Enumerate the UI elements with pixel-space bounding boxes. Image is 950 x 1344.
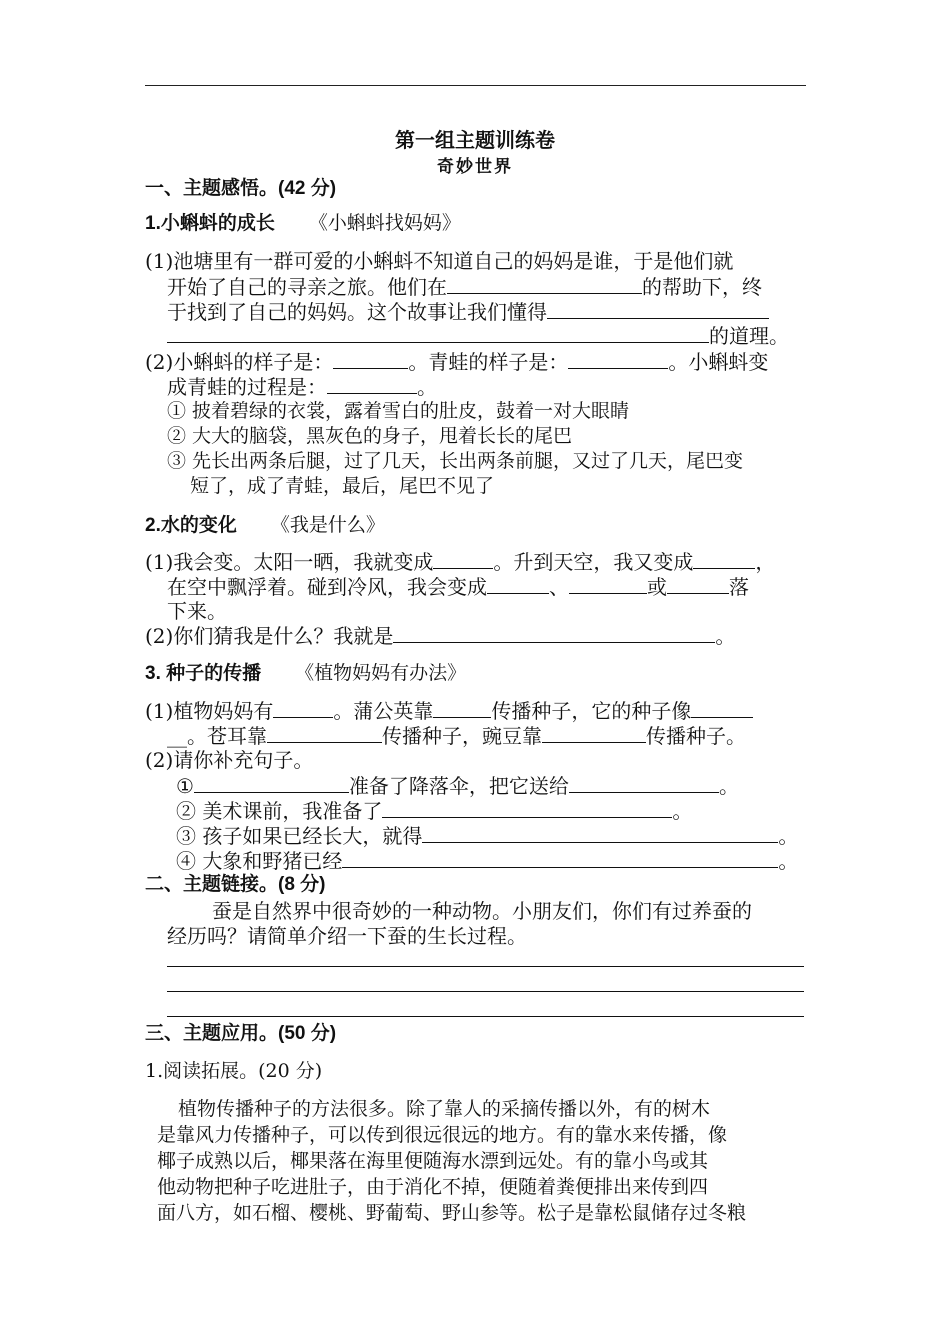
q3-text-e: 传播种子，豌豆靠: [382, 724, 542, 748]
q3-s3-end: 。: [778, 824, 799, 848]
answer-line[interactable]: [167, 1016, 804, 1017]
answer-blank[interactable]: [569, 573, 647, 594]
page-title: 第一组主题训练卷: [395, 128, 555, 152]
q2-text-e: 、: [549, 575, 569, 599]
q3-title: [145, 660, 466, 687]
passage-line: 他动物把种子吃进肚子，由于消化不掉，便随着粪便排出来传到四: [157, 1176, 709, 1198]
q1-p1-line3: [167, 298, 769, 325]
passage-line: 椰子成熟以后，椰果落在海里便随海水漂到远处。有的靠小鸟或其: [157, 1150, 709, 1172]
q2-p2: [145, 622, 735, 649]
answer-blank[interactable]: [167, 322, 709, 343]
passage-line: 是靠风力传播种子，可以传到很远很远的地方。有的靠水来传播，像: [157, 1124, 728, 1146]
answer-line[interactable]: [167, 991, 804, 992]
q3-s1-num: ①: [176, 774, 194, 798]
q1-p2-text-d: 成青蛙的过程是：: [167, 375, 327, 399]
q1-p2-text-e: 。: [417, 375, 437, 399]
answer-blank[interactable]: [194, 772, 349, 793]
q2-p2-text-b: 。: [715, 624, 736, 648]
answer-blank[interactable]: [422, 822, 778, 843]
q3-s4-text: ④ 大象和野猪已经: [176, 849, 343, 873]
q3-label: 3. 种子的传播: [145, 663, 262, 684]
q3-text-f: 传播种子。: [646, 724, 746, 748]
section2-heading: 二、主题链接。(8 分): [145, 874, 326, 895]
q2-text-f: 或: [647, 575, 667, 599]
answer-blank[interactable]: [433, 548, 493, 569]
answer-blank[interactable]: [273, 697, 333, 718]
q3-text-c: 传播种子，它的种子像: [491, 699, 692, 723]
answer-blank[interactable]: [267, 722, 382, 743]
q3-source: 《植物妈妈有办法》: [295, 662, 467, 684]
answer-blank[interactable]: [487, 573, 549, 594]
section3-heading: 三、主题应用。(50 分): [145, 1023, 337, 1044]
q1-p2-text-c: 。小蝌蚪变: [668, 350, 769, 374]
q1-p2-text-a: (2)小蝌蚪的样子是：: [145, 350, 334, 374]
section3-q1-label: 1.阅读拓展。(20 分): [145, 1060, 323, 1082]
q3-sentence-4: [176, 847, 798, 874]
q3-sentence-1: [176, 772, 739, 799]
q1-p1-text-a: 开始了自己的寻亲之旅。他们在: [167, 275, 447, 299]
answer-blank[interactable]: [691, 697, 753, 718]
page-subtitle: 奇妙世界: [437, 157, 513, 177]
option-1: ① 披着碧绿的衣裳，露着雪白的肚皮，鼓着一对大眼睛: [167, 400, 630, 422]
q2-p1-line3: 下来。: [167, 599, 227, 623]
answer-blank[interactable]: [333, 348, 408, 369]
q1-p1-text-d: 的道理。: [709, 324, 789, 348]
q1-p2-line1: [145, 348, 768, 375]
answer-blank[interactable]: [568, 348, 668, 369]
q3-p2: (2)请你补充句子。: [145, 748, 314, 772]
answer-blank[interactable]: [447, 273, 642, 294]
q2-text-b: 。升到天空，我又变成: [493, 550, 694, 574]
header-rule: [145, 85, 806, 86]
answer-blank[interactable]: [667, 573, 729, 594]
q2-title: [145, 512, 385, 539]
q2-text-g: 落: [729, 575, 749, 599]
q1-p2-text-b: 。青蛙的样子是：: [408, 350, 569, 374]
q3-sentence-3: [176, 822, 798, 849]
q3-s2-end: 。: [672, 799, 693, 823]
answer-blank[interactable]: [569, 772, 719, 793]
q2-text-d: 在空中飘浮着。碰到冷风，我会变成: [167, 575, 487, 599]
q1-p1-line1: (1)池塘里有一群可爱的小蝌蚪不知道自己的妈妈是谁，于是他们就: [145, 249, 734, 273]
q3-s3-text: ③ 孩子如果已经长大，就得: [176, 824, 423, 848]
passage-line: 植物传播种子的方法很多。除了靠人的采摘传播以外，有的树木: [178, 1098, 711, 1120]
q2-p1-line1: [145, 548, 775, 575]
q1-p2-line2: [167, 373, 437, 400]
answer-blank[interactable]: [433, 697, 491, 718]
q3-s4-end: 。: [778, 849, 799, 873]
q1-label: 1.小蝌蚪的成长: [145, 213, 275, 234]
answer-blank[interactable]: [393, 622, 715, 643]
answer-blank[interactable]: [327, 373, 417, 394]
answer-blank[interactable]: [693, 548, 755, 569]
q3-text-a: (1)植物妈妈有: [145, 699, 274, 723]
answer-blank[interactable]: [382, 797, 672, 818]
q3-p1-line1: [145, 697, 753, 724]
q3-s2-text: ② 美术课前，我准备了: [176, 799, 383, 823]
option-3-line1: ③ 先长出两条后腿，过了几天，长出两条前腿，又过了几天，尾巴变: [167, 450, 744, 472]
q3-p1-line2: [167, 722, 746, 749]
option-2: ② 大大的脑袋，黑灰色的身子，甩着长长的尾巴: [167, 425, 573, 447]
q2-p2-text-a: (2)你们猜我是什么？我就是: [145, 624, 394, 648]
q2-label: 2.水的变化: [145, 515, 237, 536]
q2-text-a: (1)我会变。太阳一晒，我就变成: [145, 550, 434, 574]
section2-line1: 蚕是自然界中很奇妙的一种动物。小朋友们，你们有过养蚕的: [212, 899, 752, 923]
q1-title: [145, 210, 461, 237]
q3-text-b: 。蒲公英靠: [333, 699, 434, 723]
q2-p1-line2: [167, 573, 749, 600]
q1-p1-text-c: 于找到了自己的妈妈。这个故事让我们懂得: [167, 300, 547, 324]
q1-source: 《小蝌蚪找妈妈》: [308, 212, 461, 234]
answer-blank[interactable]: [547, 298, 769, 319]
section1-heading: 一、主题感悟。(42 分): [145, 178, 337, 199]
q1-p1-line2: [167, 273, 762, 300]
q3-s1-text: 准备了降落伞，把它送给: [348, 774, 569, 798]
passage-line: 面八方，如石榴、樱桃、野葡萄、野山参等。松子是靠松鼠储存过冬粮: [157, 1202, 747, 1224]
q2-text-c: ，: [755, 550, 776, 574]
q3-s1-end: 。: [718, 774, 739, 798]
answer-blank[interactable]: [542, 722, 646, 743]
section2-line2: 经历吗？请简单介绍一下蚕的生长过程。: [167, 924, 527, 948]
q3-text-d: __。苍耳靠: [167, 724, 267, 748]
answer-blank[interactable]: [342, 847, 778, 868]
option-3-line2: 短了，成了青蛙，最后，尾巴不见了: [190, 475, 495, 497]
q2-source: 《我是什么》: [270, 514, 385, 536]
q3-sentence-2: [176, 797, 692, 824]
answer-line[interactable]: [167, 966, 804, 967]
q1-p1-text-b: 的帮助下，终: [642, 275, 762, 299]
q1-p1-line4: [167, 322, 789, 349]
